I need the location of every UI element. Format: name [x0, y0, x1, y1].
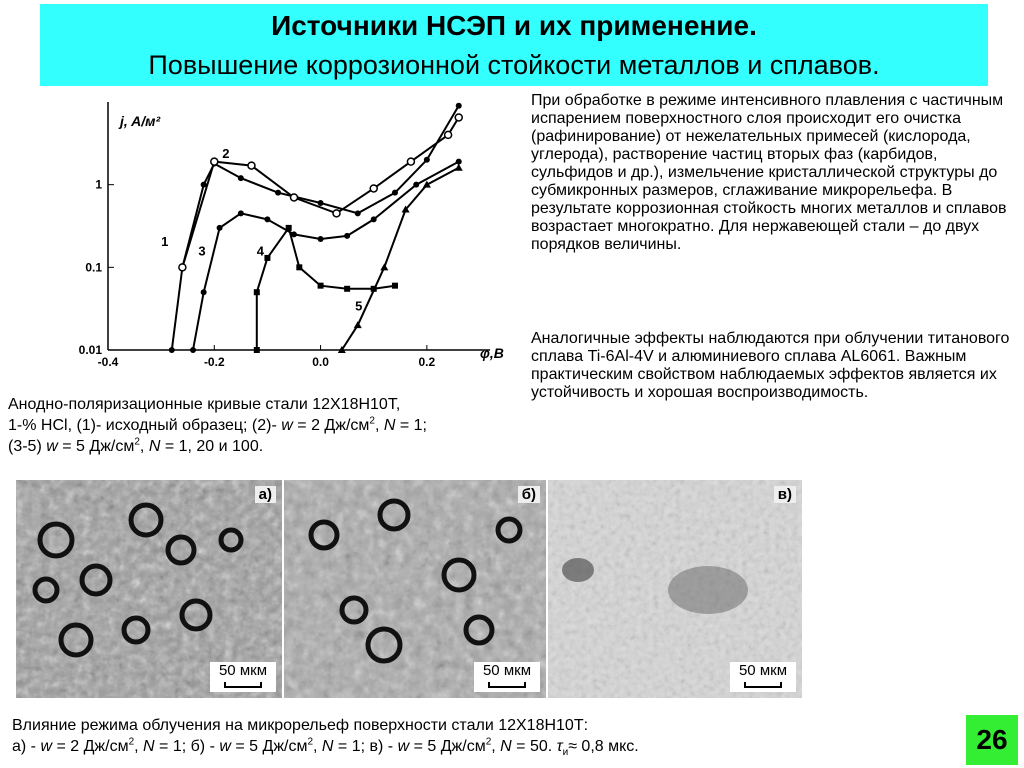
series-label-2: 2: [222, 146, 230, 162]
data-point-1: [275, 190, 281, 196]
data-point-3: [413, 182, 419, 188]
slide-title-box: [40, 4, 988, 86]
data-point-1: [238, 175, 244, 181]
series-label-1: 1: [161, 234, 169, 250]
data-point-4: [286, 225, 292, 231]
y-tick-label: 0.01: [78, 343, 102, 357]
slide-title: Источники НСЭП и их применение.: [271, 10, 757, 41]
chart-caption: [8, 394, 528, 457]
data-point-2: [407, 158, 414, 165]
series-line-5: [342, 168, 459, 350]
data-point-1: [456, 103, 462, 109]
micrograph-b: [284, 480, 546, 698]
series-line-3: [193, 162, 459, 350]
description-paragraph-2: Аналогичные эффекты наблюдаются при облучении титанового сплава Ti-6Al-4V и алюминиевого сплава AL6061. Важным практическим свойством наблюдаемых эффектов является их устойчивость и хорошая воспроизводимость.: [531, 330, 1010, 401]
micrograph-caption-line1: Влияние режима облучения на микрорельеф поверхности стали 12Х18Н10Т:: [12, 717, 589, 734]
chart-caption-line1: Анодно-поляризационные кривые стали 12Х18Н10Т,: [8, 396, 401, 413]
data-point-3: [190, 347, 196, 353]
page-number: 26: [966, 715, 1018, 765]
polarization-chart: [50, 92, 520, 392]
data-point-5: [354, 321, 362, 328]
data-point-2: [179, 264, 186, 271]
slide-subtitle: Повышение коррозионной стойкости металлов и сплавов.: [148, 50, 880, 80]
data-point-4: [392, 283, 398, 289]
data-point-2: [370, 185, 377, 192]
data-point-3: [318, 236, 324, 242]
description-paragraph-1: При обработке в режиме интенсивного плавления с частичным испарением поверхностного слоя происходит его очистка (рафинирование) от нежелательных примесей (кислорода, углерода), растворение частиц вторых фаз (карбидов, сульфидов и др.), измельчение кристаллической структуры до субмикронных размеров, сглаживание микрорельефа. В результате коррозионная стойкость многих металлов и сплавов возрастает многократно. Для нержавеющей стали – до двух порядков величины.: [531, 92, 1007, 253]
micrograph-b-label: б): [518, 486, 540, 503]
x-tick-label: -0.4: [97, 355, 119, 369]
x-tick-label: -0.2: [203, 355, 225, 369]
series-label-4: 4: [256, 243, 265, 259]
data-point-5: [380, 263, 388, 270]
data-point-1: [424, 157, 430, 163]
data-point-3: [456, 159, 462, 165]
data-point-3: [264, 216, 270, 222]
micrograph-c-scale-bar: 50 мкм: [730, 662, 796, 692]
data-point-3: [217, 225, 223, 231]
series-line-2: [182, 118, 458, 268]
data-point-4: [254, 347, 260, 353]
x-axis-title: φ,B: [480, 345, 504, 361]
micrograph-a: [16, 480, 282, 698]
data-point-4: [264, 255, 270, 261]
data-point-2: [291, 194, 298, 201]
data-point-1: [318, 200, 324, 206]
chart-caption-line3: (3-5) w = 5 $Дж/см^2$, N = 1, 20 и 100.: [8, 436, 264, 455]
data-point-1: [392, 190, 398, 196]
micrograph-caption: [12, 715, 932, 757]
y-axis-title: j, A/м²: [120, 113, 161, 129]
data-point-2: [211, 158, 218, 165]
data-point-3: [238, 210, 244, 216]
x-tick-label: 0.0: [312, 355, 329, 369]
micrograph-b-scale-bar: 50 мкм: [474, 662, 540, 692]
data-point-2: [445, 131, 452, 138]
data-point-2: [455, 114, 462, 121]
y-tick-label: 1: [95, 177, 102, 192]
chart-caption-line2: 1-% HCl, (1)- исходный образец; (2)- w = 2 $Дж/см^2$, N = 1;: [8, 415, 427, 434]
y-tick-label: 0.1: [85, 260, 102, 275]
data-point-3: [371, 216, 377, 222]
data-point-2: [333, 210, 340, 217]
micrograph-caption-line2: а) - w = 2 $Дж/см^2$, N = 1; б) - w = 5 $Дж/см^2$, N = 1; в) - w = 5 $Дж/см^2$, N = 50. $\tau_и\approx 0,8$ мкс.: [12, 736, 639, 759]
data-point-3: [344, 233, 350, 239]
micrograph-c: [548, 480, 802, 698]
data-point-4: [254, 289, 260, 295]
data-point-1: [169, 347, 175, 353]
series-label-3: 3: [198, 243, 206, 259]
data-point-3: [201, 289, 207, 295]
micrograph-c-label: в): [774, 486, 796, 503]
data-point-4: [296, 264, 302, 270]
data-point-5: [455, 164, 463, 171]
x-tick-label: 0.2: [418, 355, 436, 369]
micrograph-a-label: а): [255, 486, 276, 503]
series-label-5: 5: [355, 298, 363, 314]
data-point-4: [318, 283, 324, 289]
data-point-1: [355, 210, 361, 216]
data-point-2: [248, 162, 255, 169]
micrograph-a-scale-bar: 50 мкм: [210, 662, 276, 692]
series-line-1: [172, 106, 459, 350]
data-point-4: [344, 286, 350, 292]
